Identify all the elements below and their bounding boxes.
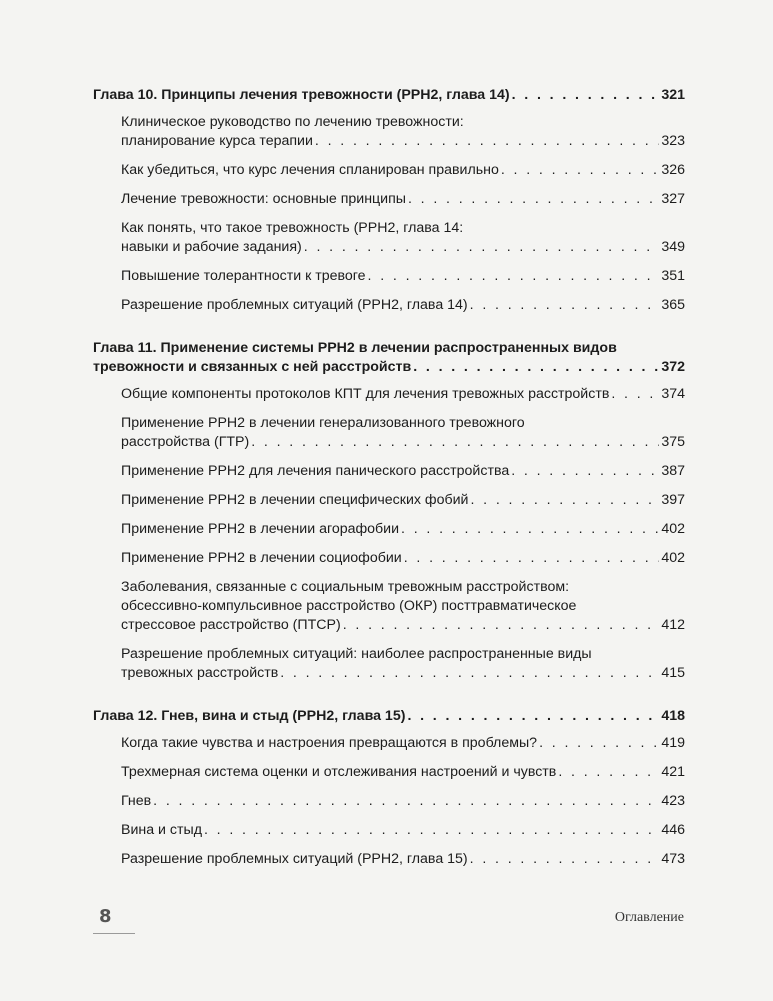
- page-ref: 446: [661, 822, 685, 838]
- toc-entry[interactable]: [121, 850, 685, 869]
- dot-leader: [343, 616, 660, 635]
- entry-leader-row: [121, 433, 685, 452]
- toc-entry[interactable]: [121, 645, 685, 683]
- dot-leader: [251, 433, 659, 452]
- dot-leader: [512, 86, 660, 105]
- toc-entry[interactable]: [121, 190, 685, 209]
- page-ref: 418: [661, 708, 685, 724]
- page-ref: 387: [661, 463, 685, 479]
- page-ref: 374: [661, 386, 685, 402]
- entry-title: планирование курса терапии: [121, 133, 313, 149]
- page-ref: 321: [661, 87, 685, 103]
- entry-title: Лечение тревожности: основные принципы: [121, 191, 406, 207]
- entry-title: тревожных расстройств: [121, 665, 279, 681]
- page-number: 8: [93, 906, 135, 934]
- page-ref: 415: [661, 665, 685, 681]
- toc-entry[interactable]: [121, 792, 685, 811]
- dot-leader: [470, 491, 659, 510]
- dot-leader: [470, 296, 660, 315]
- entry-leader-row: [121, 520, 685, 539]
- dot-leader: [315, 132, 659, 151]
- entry-leader-row: [121, 491, 685, 510]
- toc-entry[interactable]: [121, 161, 685, 180]
- chapter-section: [93, 339, 685, 683]
- dot-leader: [413, 358, 659, 377]
- page-ref: 372: [661, 359, 685, 375]
- entry-leader-row: [121, 132, 685, 151]
- dot-leader: [408, 190, 659, 209]
- toc-entry[interactable]: [121, 763, 685, 782]
- page-ref: 375: [661, 434, 685, 450]
- entry-title: тревожности и связанных с ней расстройств: [93, 359, 412, 375]
- entry-title: Вина и стыд: [121, 822, 202, 838]
- entry-title: Применение РРН2 в лечении агорафобии: [121, 521, 400, 537]
- entry-title: Гнев: [121, 793, 152, 809]
- entry-title: Применение РРН2 для лечения панического расстройства: [121, 463, 510, 479]
- chapter-section: [93, 707, 685, 869]
- dot-leader: [404, 549, 660, 568]
- entry-title-line: Глава 11. Применение системы РРН2 в лечении распространенных видов: [93, 340, 617, 356]
- entry-leader-row: [121, 616, 685, 635]
- toc-entry[interactable]: [121, 267, 685, 286]
- entry-title: Разрешение проблемных ситуаций (РРН2, глава 14): [121, 297, 468, 313]
- entry-leader-row: [121, 850, 685, 869]
- entry-title: Применение РРН2 в лечении специфических фобий: [121, 492, 469, 508]
- entry-leader-row: [121, 238, 685, 257]
- entry-title: навыки и рабочие задания): [121, 239, 302, 255]
- entry-title: Повышение толерантности к тревоге: [121, 268, 366, 284]
- entry-title: Когда такие чувства и настроения превращаются в проблемы?: [121, 735, 538, 751]
- entry-title: Глава 10. Принципы лечения тревожности (РРН2, глава 14): [93, 87, 510, 103]
- toc-entry[interactable]: [121, 520, 685, 539]
- entry-leader-row: [93, 86, 685, 105]
- toc-entry[interactable]: [121, 385, 685, 404]
- page-ref: 421: [661, 764, 685, 780]
- entry-leader-row: [93, 358, 685, 377]
- chapter-heading[interactable]: [93, 707, 685, 726]
- dot-leader: [407, 707, 659, 726]
- chapter-heading[interactable]: [93, 86, 685, 105]
- page-ref: 412: [661, 617, 685, 633]
- dot-leader: [401, 520, 659, 539]
- toc-entry[interactable]: [121, 821, 685, 840]
- page-ref: 351: [661, 268, 685, 284]
- entry-leader-row: [121, 190, 685, 209]
- page-ref: 326: [661, 162, 685, 178]
- page-ref: 349: [661, 239, 685, 255]
- entry-leader-row: [121, 821, 685, 840]
- entry-title: Разрешение проблемных ситуаций (РРН2, глава 15): [121, 851, 468, 867]
- toc-entry[interactable]: [121, 414, 685, 452]
- page-ref: 473: [661, 851, 685, 867]
- page-ref: 402: [661, 550, 685, 566]
- entry-title: Применение РРН2 в лечении социофобии: [121, 550, 402, 566]
- entry-title: расстройства (ГТР): [121, 434, 250, 450]
- page-ref: 323: [661, 133, 685, 149]
- page-ref: 423: [661, 793, 685, 809]
- entry-title: Трехмерная система оценки и отслеживания настроений и чувств: [121, 764, 557, 780]
- entry-title-line: Разрешение проблемных ситуаций: наиболее распространенные виды: [121, 646, 592, 662]
- dot-leader: [611, 385, 659, 404]
- entry-leader-row: [121, 161, 685, 180]
- dot-leader: [511, 462, 659, 481]
- toc-entry[interactable]: [121, 734, 685, 753]
- toc-entry[interactable]: [121, 296, 685, 315]
- toc-entry[interactable]: [121, 113, 685, 151]
- toc-entry[interactable]: [121, 578, 685, 635]
- table-of-contents: [93, 86, 685, 893]
- entry-leader-row: [121, 549, 685, 568]
- entry-title-line: Как понять, что такое тревожность (РРН2, глава 14:: [121, 220, 464, 236]
- toc-entry[interactable]: [121, 462, 685, 481]
- entry-title-line: Применение РРН2 в лечении генерализованного тревожного: [121, 415, 525, 431]
- entry-title: Общие компоненты протоколов КПТ для лечения тревожных расстройств: [121, 386, 610, 402]
- page-ref: 327: [661, 191, 685, 207]
- entry-title: Как убедиться, что курс лечения спланирован правильно: [121, 162, 499, 178]
- page-ref: 397: [661, 492, 685, 508]
- entry-leader-row: [121, 792, 685, 811]
- page-ref: 365: [661, 297, 685, 313]
- entry-leader-row: [121, 462, 685, 481]
- page-ref: 419: [661, 735, 685, 751]
- chapter-section: [93, 86, 685, 315]
- dot-leader: [304, 238, 660, 257]
- dot-leader: [280, 664, 659, 683]
- toc-entry[interactable]: [121, 491, 685, 510]
- chapter-heading[interactable]: [93, 339, 685, 377]
- entry-leader-row: [121, 763, 685, 782]
- entry-title: стрессовое расстройство (ПТСР): [121, 617, 341, 633]
- running-head: Оглавление: [614, 910, 684, 925]
- entry-leader-row: [121, 385, 685, 404]
- dot-leader: [368, 267, 660, 286]
- dot-leader: [470, 850, 660, 869]
- entry-title-line: обсессивно-компульсивное расстройство (ОКР) посттравматическое: [121, 598, 577, 614]
- dot-leader: [153, 792, 659, 811]
- page-ref: 402: [661, 521, 685, 537]
- entry-title-line: Клиническое руководство по лечению тревожности:: [121, 114, 464, 130]
- entry-leader-row: [121, 664, 685, 683]
- entry-title-line: Заболевания, связанные с социальным тревожным расстройством:: [121, 579, 570, 595]
- dot-leader: [501, 161, 659, 180]
- entry-leader-row: [93, 707, 685, 726]
- toc-entry[interactable]: [121, 219, 685, 257]
- dot-leader: [539, 734, 659, 753]
- toc-entry[interactable]: [121, 549, 685, 568]
- dot-leader: [558, 763, 659, 782]
- entry-leader-row: [121, 296, 685, 315]
- dot-leader: [204, 821, 659, 840]
- entry-leader-row: [121, 267, 685, 286]
- entry-title: Глава 12. Гнев, вина и стыд (РРН2, глава 15): [93, 708, 406, 724]
- entry-leader-row: [121, 734, 685, 753]
